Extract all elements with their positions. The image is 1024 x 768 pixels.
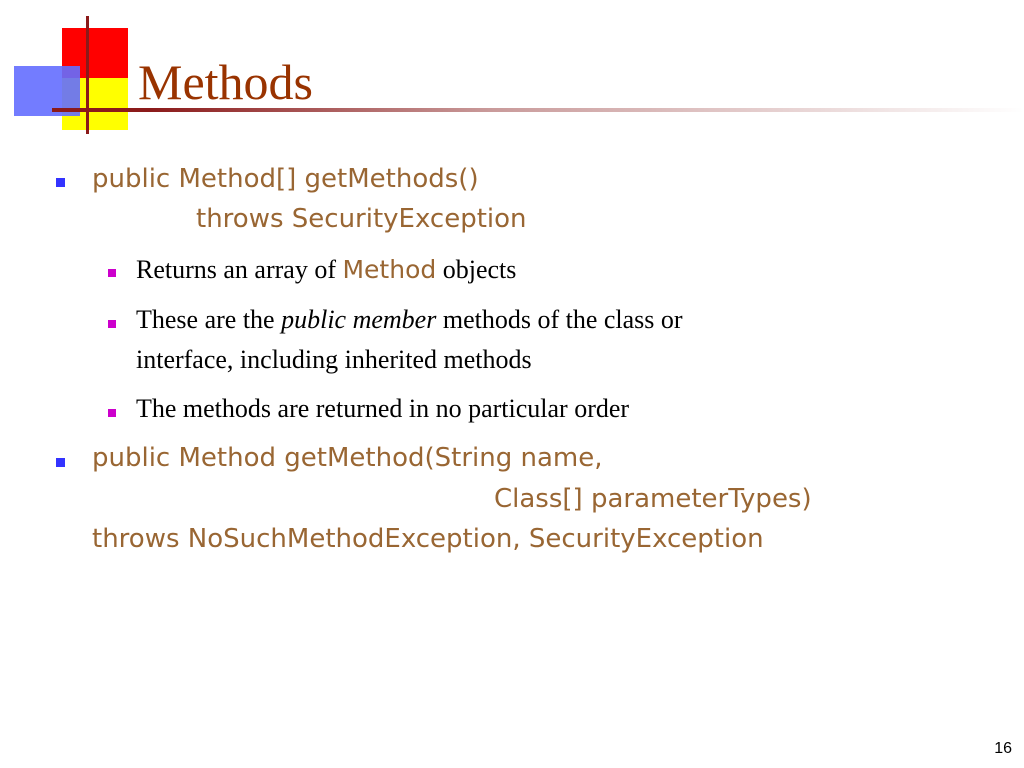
method-signature-line: public Method[] getMethods() [92,164,479,194]
sub-bullet-text: The methods are returned in no particular order [136,394,630,423]
slide-title: Methods [138,54,313,110]
method-signature-line: public Method getMethod(String name, [92,443,603,473]
method-signature-line: Class[] parameterTypes) [494,484,812,514]
sub-bullet-text-continued: interface, including inherited methods [136,345,532,374]
sub-bullet-text: Returns an array of Method objects [136,255,517,284]
method-signature-line: throws SecurityException [196,204,527,234]
decor-vertical-line [86,16,89,134]
sub-bullet-square-icon [108,409,116,417]
bullet-square-icon [56,178,65,187]
inline-code: Method [342,255,437,284]
sub-bullet-text: These are the public member methods of the class or [136,305,683,334]
sub-bullet-square-icon [108,320,116,328]
sub-bullet-square-icon [108,269,116,277]
bullet-square-icon [56,458,65,467]
method-signature-line: throws NoSuchMethodException, SecurityException [92,524,764,554]
page-number: 16 [994,740,1012,757]
emphasis-text: public member [281,305,437,334]
